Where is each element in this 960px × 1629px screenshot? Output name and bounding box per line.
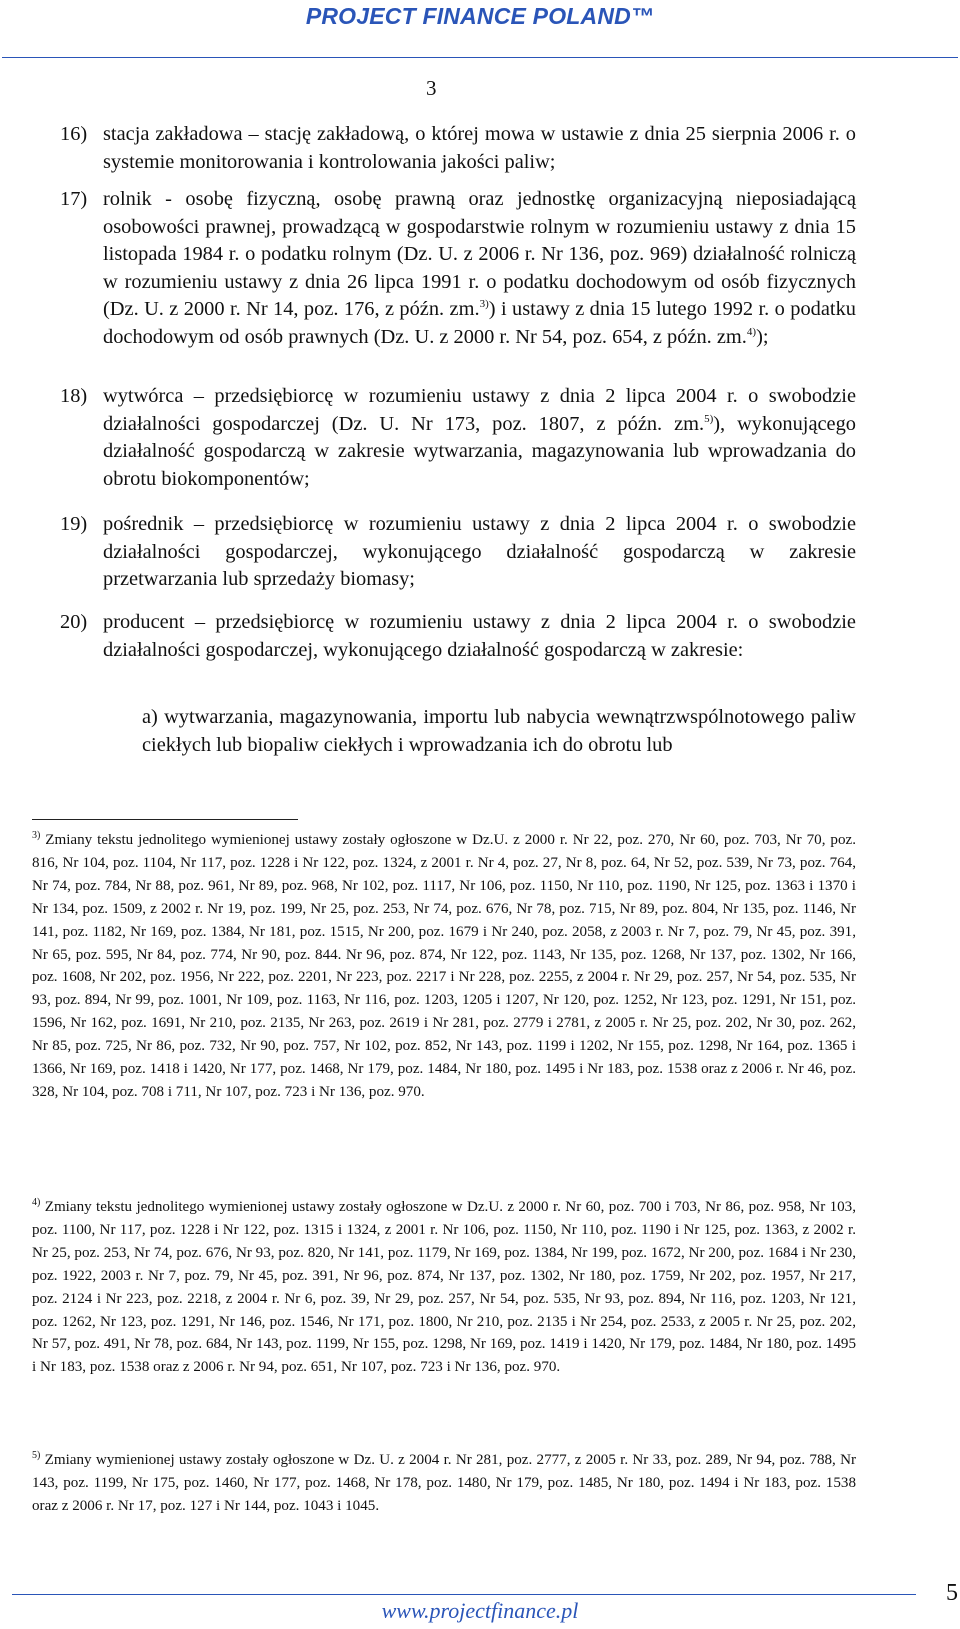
footnote-text: Zmiany tekstu jednolitego wymienionej ustawy zostały ogłoszone w Dz.U. z 2000 r. Nr 60, poz. 700 i 703, Nr 86, poz. 958, Nr 103, poz. 1100, Nr 117, poz. 1228 i Nr 122, poz. 1315 i 1324, z 2001 r. Nr 106, poz. 1150, Nr 110, poz. 1190 i Nr 125, poz. 1363, z 2002 r. Nr 25, poz. 253, Nr 74, poz. 676, Nr 93, poz. 820, Nr 141, poz. 1179, Nr 169, poz. 1384, Nr 199, poz. 1672, Nr 200, poz. 1684 i Nr 230, poz. 1922, 2003 r. Nr 7, poz. 79, Nr 45, poz. 391, Nr 96, poz. 874, Nr 137, poz. 1302, Nr 180, poz. 1759, Nr 202, poz. 1957, Nr 217, poz. 2124 i Nr 223, poz. 2218, z 2004 r. Nr 6, poz. 39, Nr 29, poz. 257, Nr 54, poz. 535, Nr 93, poz. 894, Nr 116, poz. 1203, Nr 121, poz. 1262, Nr 123, poz. 1291, Nr 146, poz. 1546, Nr 171, poz. 1800, Nr 210, poz. 2135 i Nr 254, poz. 2533, z 2005 r. Nr 25, poz. 202, Nr 57, poz. 491, Nr 78, poz. 684, Nr 143, poz. 1199, Nr 155, poz. 1298, Nr 169, poz. 1419 i 1420, Nr 179, poz. 1484, Nr 180, poz. 1495 i Nr 183, poz. 1538 oraz z 2006 r. Nr 94, poz. 651, Nr 107, poz. 723 i Nr 136, poz. 970. [32,1199,856,1376]
sheet-number: 5 [946,1580,958,1606]
item-text-part: ) i ustawy z dnia 15 lutego 1992 r. o podatku dochodowym od osób prawnych (Dz. U. z 2000 r. Nr 54, poz. 654, z późn. zm. [103,298,856,348]
footer-divider [12,1594,916,1595]
item-number: 16) [60,123,88,145]
header-divider [2,57,958,58]
list-subitem-a [142,704,856,759]
footnote-ref-4: 4) [746,325,757,338]
footnote-ref-3: 3) [479,298,489,311]
item-text: pośrednik – przedsiębiorcę w rozumieniu ustawy z dnia 2 lipca 2004 r. o swobodzie działalności gospodarczej, wykonującego działalność gospodarczą w zakresie przetwarzania lub sprzedaży biomasy; [103,513,856,590]
list-item-20 [60,609,856,664]
item-number: 18) [60,385,88,407]
footnote-mark: 4) [32,1196,41,1208]
item-text-part: rolnik - osobę fizyczną, osobę prawną oraz jednostkę organizacyjną nieposiadającą osobowości prawnej, prowadzącą w gospodarstwie rolnym w rozumieniu ustawy z dnia 15 listopada 1984 r. o podatku rolnym (Dz. U. z 2006 r. Nr 136, poz. 969) działalność rolniczą w rozumieniu ustawy z dnia 26 lipca 1991 r. o podatku dochodowym od osób fizycznych (Dz. U. z 2000 r. Nr 14, poz. 176, z późn. zm. [103,188,856,320]
footnote-text: Zmiany tekstu jednolitego wymienionej ustawy zostały ogłoszone w Dz.U. z 2000 r. Nr 22, poz. 270, Nr 60, poz. 703, Nr 70, poz. 816, Nr 104, poz. 1104, Nr 117, poz. 1228 i Nr 122, poz. 1324, z 2001 r. Nr 4, poz. 27, Nr 8, poz. 64, Nr 52, poz. 539, Nr 73, poz. 764, Nr 74, poz. 784, Nr 88, poz. 961, Nr 89, poz. 968, Nr 102, poz. 1117, Nr 106, poz. 1150, Nr 110, poz. 1190, Nr 125, poz. 1363 i 1370 i Nr 134, poz. 1509, z 2002 r. Nr 19, poz. 199, Nr 25, poz. 253, Nr 74, poz. 676, Nr 78, poz. 715, Nr 89, poz. 804, Nr 135, poz. 1146, Nr 141, poz. 1182, Nr 169, poz. 1384, Nr 181, poz. 1515, Nr 200, poz. 1679 i Nr 240, poz. 2058, z 2003 r. Nr 7, poz. 79, Nr 45, poz. 391, Nr 65, poz. 595, Nr 84, poz. 774, Nr 90, poz. 844. Nr 96, poz. 874, Nr 122, poz. 1143, Nr 135, poz. 1268, Nr 137, poz. 1302, Nr 166, poz. 1608, Nr 202, poz. 1956, Nr 222, poz. 2201, Nr 223, poz. 2217 i Nr 228, poz. 2255, z 2004 r. Nr 29, poz. 257, Nr 54, poz. 535, Nr 93, poz. 894, Nr 99, poz. 1001, Nr 109, poz. 1163, Nr 116, poz. 1203, 1205 i 1207, Nr 120, poz. 1252, Nr 123, poz. 1291, Nr 151, poz. 1596, Nr 162, poz. 1691, Nr 210, poz. 2135, Nr 263, poz. 2619 i Nr 281, poz. 2779 i 2781, z 2005 r. Nr 25, poz. 202, Nr 30, poz. 262, Nr 85, poz. 725, Nr 86, poz. 732, Nr 90, poz. 757, Nr 102, poz. 852, Nr 143, poz. 1199 i 1202, Nr 155, poz. 1298, Nr 164, poz. 1365 i 1366, Nr 169, poz. 1418 i 1420, Nr 177, poz. 1468, Nr 179, poz. 1484, Nr 180, poz. 1495 i Nr 183, poz. 1538 oraz z 2006 r. Nr 46, poz. 328, Nr 104, poz. 708 i 711, Nr 107, poz. 723 i Nr 136, poz. 970. [32,832,856,1100]
footnote-4 [32,1196,856,1379]
footnote-mark: 5) [32,1449,41,1461]
footnote-text: Zmiany wymienionej ustawy zostały ogłoszone w Dz. U. z 2004 r. Nr 281, poz. 2777, z 2005 r. Nr 33, poz. 289, Nr 94, poz. 788, Nr 143, poz. 1199, Nr 175, poz. 1460, Nr 177, poz. 1468, Nr 178, poz. 1480, Nr 179, poz. 1485, Nr 180, poz. 1494 i Nr 183, poz. 1538 oraz z 2006 r. Nr 17, poz. 127 i Nr 144, poz. 1043 i 1045. [32,1452,857,1514]
item-text: stacja zakładowa – stację zakładową, o której mowa w ustawie z dnia 25 sierpnia 2006 r. o systemie monitorowania i kontrolowania jakości paliw; [103,123,856,173]
item-text [103,383,856,493]
list-item-17 [60,186,856,351]
footnote-ref-5: 5) [704,412,714,425]
item-text [103,186,856,351]
list-item-16 [60,121,856,176]
item-text-part: ), wykonującego działalność gospodarczą w zakresie wytwarzania, magazynowania lub wprowadzania do obrotu biokomponentów; [103,412,856,490]
item-number: 17) [60,188,88,210]
header-title: PROJECT FINANCE POLAND™ [305,3,655,29]
footnote-divider [32,819,298,820]
list-item-18 [60,383,856,493]
item-number: 19) [60,513,88,535]
item-text-part: wytwórca – przedsiębiorcę w rozumieniu ustawy z dnia 2 lipca 2004 r. o swobodzie działalności gospodarczej (Dz. U. Nr 173, poz. 1807, z późn. zm. [103,385,856,435]
item-text-part: ); [756,325,769,348]
page-number: 3 [426,76,437,100]
footnote-3 [32,829,856,1104]
item-text: producent – przedsiębiorcę w rozumieniu ustawy z dnia 2 lipca 2004 r. o swobodzie działalności gospodarczej, wykonującego działalność gospodarczą w zakresie: [103,611,856,661]
list-item-19 [60,511,856,594]
footnote-mark: 3) [32,829,41,841]
item-number: 20) [60,611,88,633]
subitem-text: a) wytwarzania, magazynowania, importu lub nabycia wewnątrzwspólnotowego paliw ciekłych lub biopaliw ciekłych i wprowadzania ich do obrotu lub [142,706,856,756]
footer-url[interactable]: www.projectfinance.pl [381,1598,579,1623]
footnote-5 [32,1449,856,1518]
